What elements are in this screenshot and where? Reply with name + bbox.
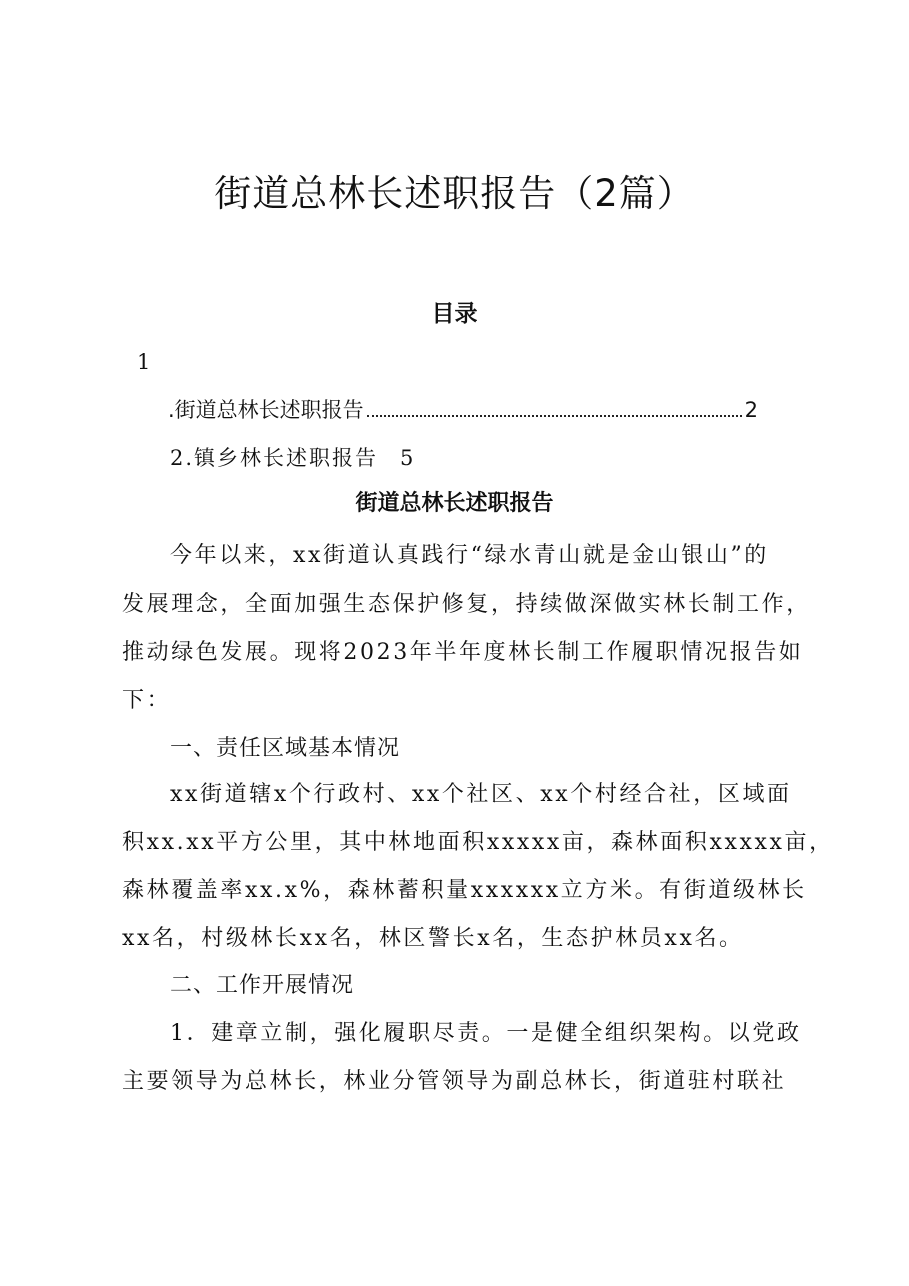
toc-item-1[interactable] (168, 394, 758, 424)
section-heading-1: 一、责任区域基本情况 (170, 736, 401, 761)
toc-item-2[interactable] (170, 442, 415, 472)
paragraph-line: 下： (122, 688, 172, 713)
toc-heading: 目录 (431, 301, 478, 327)
section-heading-2: 二、工作开展情况 (170, 973, 355, 998)
toc-item-1-text: .街道总林长述职报告 (168, 398, 364, 422)
paragraph-line: 森林覆盖率xx.x%，森林蓄积量xxxxxx立方米。有街道级林长 (122, 878, 807, 903)
paragraph-line: 1．建章立制，强化履职尽责。一是健全组织架构。以党政 (170, 1021, 802, 1046)
toc-item-2-page: 5 (400, 446, 416, 470)
paragraph-line: xx街道辖x个行政村、xx个社区、xx个村经合社，区域面 (170, 782, 792, 807)
paragraph-line: 发展理念，全面加强生态保护修复，持续做深做实林长制工作， (122, 592, 811, 617)
paragraph-line: 积xx.xx平方公里，其中林地面积xxxxx亩，森林面积xxxxx亩， (122, 830, 834, 855)
toc-item-2-text: 2.镇乡林长述职报告 (170, 446, 379, 470)
paragraph-line: 主要领导为总林长，林业分管领导为副总林长，街道驻村联社 (122, 1069, 787, 1094)
report-title: 街道总林长述职报告 (355, 491, 554, 516)
toc-dot-leader (367, 415, 742, 417)
toc-item-1-page: 2 (744, 398, 758, 422)
toc-item-number: 1 (137, 350, 151, 374)
document-title: 街道总林长述职报告（2篇） (214, 172, 695, 215)
paragraph-line: 今年以来，xx街道认真践行“绿水青山就是金山银山”的 (170, 543, 769, 568)
paragraph-line: 推动绿色发展。现将2023年半年度林长制工作履职情况报告如 (122, 640, 804, 665)
paragraph-line: xx名，村级林长xx名，林区警长x名，生态护林员xx名。 (122, 926, 744, 951)
